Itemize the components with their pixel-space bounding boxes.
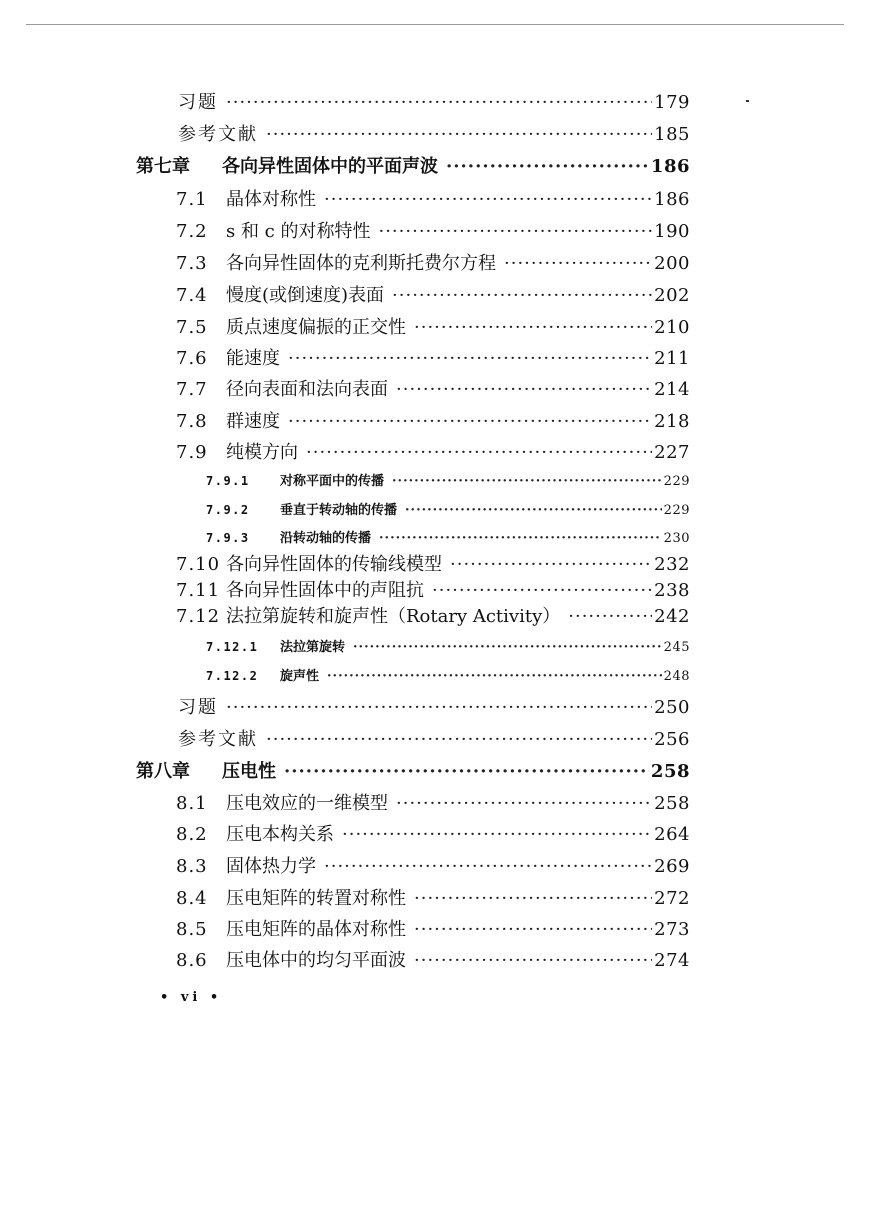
entry-title: 法拉第旋转和旋声性（Rotary Activity）: [226, 606, 561, 627]
top-rule: [26, 24, 844, 25]
page-number: 272: [654, 888, 690, 909]
page-number: 264: [654, 824, 690, 845]
entry-title: 压电性: [222, 761, 276, 782]
toc-entry[interactable]: [178, 693, 690, 719]
entry-title: 各向异性固体中的声阻抗: [226, 580, 424, 601]
section-number: 7.2: [176, 221, 208, 242]
leader-dots: [392, 285, 652, 306]
subsection-number: 7.9.1: [206, 474, 250, 488]
leader-dots: [266, 729, 652, 750]
leader-dots: [226, 92, 652, 113]
toc-section[interactable]: [176, 407, 690, 433]
leader-dots: [396, 793, 652, 814]
page-number: 258: [654, 793, 690, 814]
page-number: 186: [654, 189, 690, 210]
leader-dots: [324, 189, 652, 210]
entry-title: 旋声性: [280, 669, 320, 684]
leader-dots: [379, 531, 662, 546]
leader-dots: [414, 317, 652, 338]
toc-section[interactable]: [176, 946, 690, 972]
page-number: 214: [654, 379, 690, 400]
toc-subsection[interactable]: [206, 499, 690, 518]
entry-title: 各向异性固体的传输线模型: [226, 554, 442, 575]
leader-dots: [446, 156, 649, 177]
leader-dots: [568, 606, 652, 627]
scan-speck: [746, 100, 749, 102]
page-number: 248: [663, 669, 690, 684]
toc-section[interactable]: [176, 217, 690, 243]
page-number: 229: [663, 474, 690, 489]
page-number: 190: [654, 221, 690, 242]
leader-dots: [288, 348, 652, 369]
toc-subsection[interactable]: [206, 527, 690, 546]
toc-section[interactable]: [176, 789, 690, 815]
toc-section[interactable]: [176, 884, 690, 910]
entry-title: 参考文献: [178, 124, 258, 145]
toc-section[interactable]: [176, 185, 690, 211]
section-number: 7.5: [176, 317, 208, 338]
page-number: 211: [654, 348, 690, 369]
section-number: 7.11: [176, 580, 221, 601]
leader-dots: [405, 503, 662, 518]
entry-title: 径向表面和法向表面: [226, 379, 388, 400]
page-number: 186: [650, 156, 690, 177]
entry-title: 质点速度偏振的正交性: [226, 317, 406, 338]
leader-dots: [504, 253, 652, 274]
entry-title: 慢度(或倒速度)表面: [226, 285, 385, 306]
section-number: 7.6: [176, 348, 208, 369]
toc-section[interactable]: [176, 438, 690, 464]
entry-title: 法拉第旋转: [280, 640, 346, 655]
page-number: 218: [654, 411, 690, 432]
page-number: 256: [654, 729, 690, 750]
leader-dots: [378, 221, 652, 242]
page-number: 227: [654, 442, 690, 463]
page-number: 269: [654, 856, 690, 877]
leader-dots: [450, 554, 652, 575]
entry-title: 压电效应的一维模型: [226, 793, 388, 814]
footer-page-label: • vi •: [160, 990, 223, 1005]
toc-subsection[interactable]: [206, 665, 690, 684]
page-number: 274: [654, 950, 690, 971]
entry-title: 习题: [178, 92, 218, 113]
leader-dots: [414, 950, 652, 971]
entry-title: 压电矩阵的转置对称性: [226, 888, 406, 909]
leader-dots: [284, 761, 649, 782]
page-number: 273: [654, 919, 690, 940]
section-number: 8.3: [176, 856, 208, 877]
section-number: 7.4: [176, 285, 208, 306]
page-number: 245: [663, 640, 690, 655]
page-number: 200: [654, 253, 690, 274]
page-number: 229: [663, 503, 690, 518]
section-number: 7.9: [176, 442, 208, 463]
leader-dots: [324, 856, 652, 877]
toc-chapter[interactable]: [136, 152, 690, 178]
leader-dots: [342, 824, 652, 845]
chapter-number: 第八章: [136, 761, 190, 782]
toc-section[interactable]: [176, 852, 690, 878]
toc-section[interactable]: [176, 602, 690, 628]
toc-section[interactable]: [176, 344, 690, 370]
leader-dots: [396, 379, 652, 400]
leader-dots: [288, 411, 652, 432]
toc-section[interactable]: [176, 281, 690, 307]
toc-subsection[interactable]: [206, 636, 690, 655]
chapter-number: 第七章: [136, 156, 190, 177]
leader-dots: [306, 442, 652, 463]
page-number: 250: [654, 697, 690, 718]
toc-entry[interactable]: [178, 120, 690, 146]
entry-title: 能速度: [226, 348, 280, 369]
entry-title: 晶体对称性: [226, 189, 316, 210]
section-number: 7.12: [176, 606, 221, 627]
page-number: 202: [654, 285, 690, 306]
toc-entry[interactable]: [178, 88, 690, 114]
entry-title: 压电矩阵的晶体对称性: [226, 919, 406, 940]
entry-title: 纯模方向: [226, 442, 298, 463]
section-number: 7.3: [176, 253, 208, 274]
leader-dots: [414, 888, 652, 909]
entry-title: 固体热力学: [226, 856, 316, 877]
page-number: 242: [654, 606, 690, 627]
section-number: 7.1: [176, 189, 208, 210]
entry-title: 各向异性固体的克利斯托费尔方程: [226, 253, 496, 274]
leader-dots: [432, 580, 652, 601]
subsection-number: 7.12.1: [206, 640, 259, 654]
entry-title: 习题: [178, 697, 218, 718]
page-number: 230: [663, 531, 690, 546]
subsection-number: 7.12.2: [206, 669, 259, 683]
section-number: 8.2: [176, 824, 208, 845]
page-number: 232: [654, 554, 690, 575]
entry-title: 垂直于转动轴的传播: [280, 503, 398, 518]
toc-section[interactable]: [176, 915, 690, 941]
entry-title: 压电本构关系: [226, 824, 334, 845]
leader-dots: [266, 124, 652, 145]
section-number: 8.5: [176, 919, 208, 940]
leader-dots: [327, 669, 662, 684]
section-number: 8.1: [176, 793, 208, 814]
entry-title: 沿转动轴的传播: [280, 531, 372, 546]
section-number: 8.6: [176, 950, 208, 971]
toc-section[interactable]: [176, 550, 690, 576]
page-number: 258: [650, 761, 690, 782]
toc-chapter[interactable]: [136, 757, 690, 783]
subsection-number: 7.9.2: [206, 503, 250, 517]
section-number: 8.4: [176, 888, 208, 909]
section-number: 7.7: [176, 379, 208, 400]
leader-dots: [392, 474, 662, 489]
toc-section[interactable]: [176, 576, 690, 602]
entry-title: 对称平面中的传播: [280, 474, 385, 489]
toc-section[interactable]: [176, 313, 690, 339]
entry-title: 群速度: [226, 411, 280, 432]
entry-title: s 和 c 的对称特性: [226, 221, 371, 242]
subsection-number: 7.9.3: [206, 531, 250, 545]
section-number: 7.8: [176, 411, 208, 432]
page-number: 210: [654, 317, 690, 338]
leader-dots: [353, 640, 662, 655]
page-number: 179: [654, 92, 690, 113]
entry-title: 各向异性固体中的平面声波: [222, 156, 438, 177]
section-number: 7.10: [176, 554, 221, 575]
toc-subsection[interactable]: [206, 470, 690, 489]
entry-title: 参考文献: [178, 729, 258, 750]
leader-dots: [414, 919, 652, 940]
leader-dots: [226, 697, 652, 718]
toc-section[interactable]: [176, 820, 690, 846]
page-number: 185: [654, 124, 690, 145]
entry-title: 压电体中的均匀平面波: [226, 950, 406, 971]
page-number: 238: [654, 580, 690, 601]
toc-section[interactable]: [176, 249, 690, 275]
toc-section[interactable]: [176, 375, 690, 401]
toc-entry[interactable]: [178, 725, 690, 751]
